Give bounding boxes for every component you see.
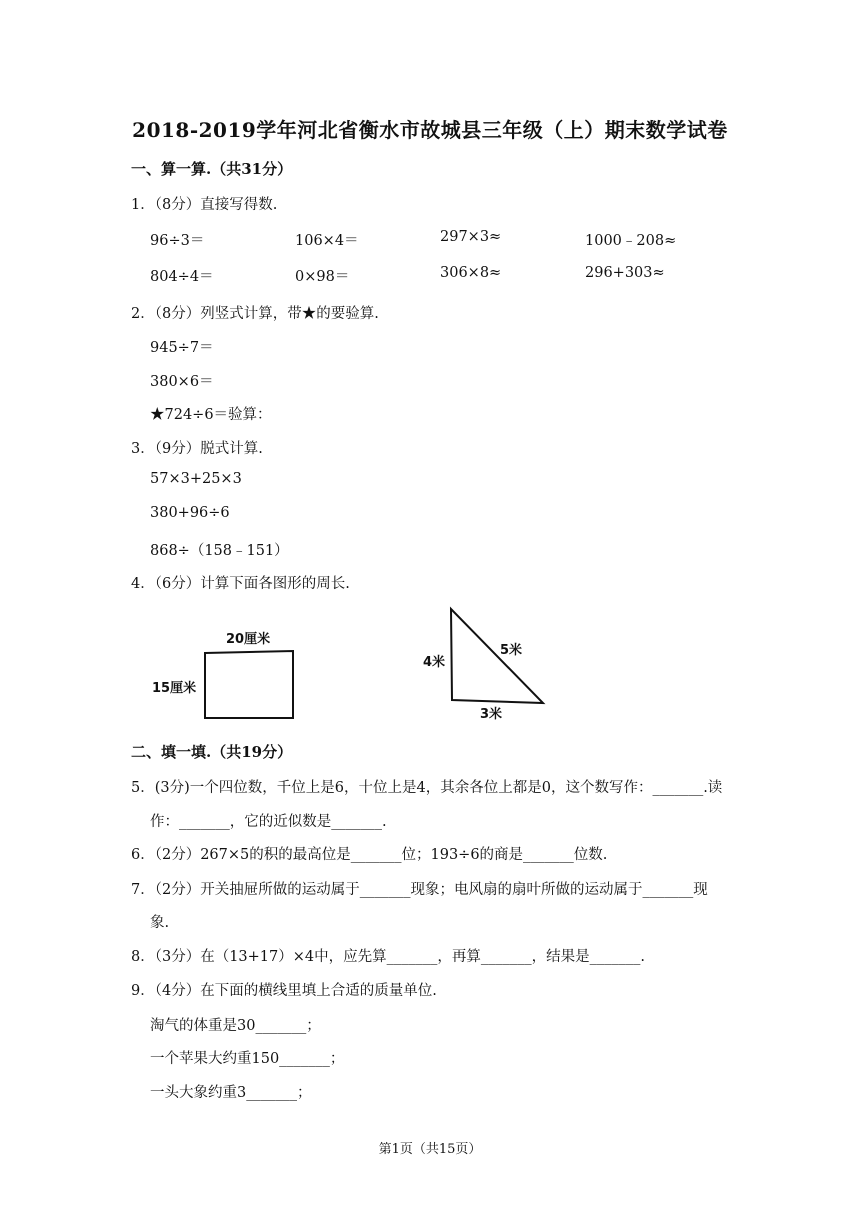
q9-item: 一头大象约重3_______； — [150, 1085, 312, 1101]
triangle-hypotenuse-label: 5米 — [500, 643, 523, 658]
q1-item: 1000﹣208≈ — [585, 233, 677, 249]
question-5-line-2: 作：_______，它的近似数是_______. — [150, 814, 387, 830]
q2-item: 945÷7＝ — [150, 340, 214, 356]
q3-item: 868÷（158﹣151） — [150, 543, 289, 559]
question-9-stem: 9．（4分）在下面的横线里填上合适的质量单位. — [131, 983, 437, 999]
question-4-stem: 4．（6分）计算下面各图形的周长. — [131, 576, 350, 592]
question-6-line-1: 6．（2分）267×5的积的最高位是_______位；193÷6的商是_______位数. — [131, 847, 608, 863]
section-2-heading: 二、填一填.（共19分） — [131, 743, 293, 761]
page-footer: 第1页（共15页） — [378, 1142, 482, 1157]
q9-item: 淘气的体重是30_______； — [150, 1018, 321, 1034]
question-1-stem: 1．（8分）直接写得数. — [131, 197, 278, 213]
exam-title: 2018-2019学年河北省衡水市故城县三年级（上）期末数学试卷 — [132, 118, 728, 142]
section-1-heading: 一、算一算.（共31分） — [131, 160, 293, 178]
triangle-left-label: 4米 — [423, 655, 446, 670]
q1-item: 804÷4＝ — [150, 269, 214, 285]
q3-item: 380+96÷6 — [150, 505, 230, 521]
q9-item: 一个苹果大约重150_______； — [150, 1051, 345, 1067]
question-8-line-1: 8．（3分）在（13+17）×4中，应先算_______，再算_______，结果是_______. — [131, 949, 645, 965]
q1-item: 106×4＝ — [295, 233, 359, 249]
question-2-stem: 2．（8分）列竖式计算，带★的要验算. — [131, 306, 379, 322]
rectangle-top-label: 20厘米 — [226, 632, 271, 647]
question-7-line-1: 7．（2分）开关抽屉所做的运动属于_______现象；电风扇的扇叶所做的运动属于_______现 — [131, 882, 708, 898]
q1-item: 296+303≈ — [585, 265, 665, 281]
q1-item: 96÷3＝ — [150, 233, 205, 249]
q2-item: 380×6＝ — [150, 374, 214, 390]
question-7-line-2: 象. — [150, 915, 170, 931]
q1-item: 0×98＝ — [295, 269, 350, 285]
rectangle-left-label: 15厘米 — [152, 681, 197, 696]
q1-item: 297×3≈ — [440, 229, 502, 245]
question-5-line-1: 5．(3分)一个四位数，千位上是6，十位上是4，其余各位上都是0，这个数写作：_______.读 — [131, 780, 723, 796]
rectangle-figure — [205, 651, 293, 718]
q2-item: ★724÷6＝验算： — [150, 407, 272, 423]
q1-item: 306×8≈ — [440, 265, 502, 281]
triangle-bottom-label: 3米 — [480, 707, 503, 722]
q3-item: 57×3+25×3 — [150, 471, 242, 487]
question-3-stem: 3．（9分）脱式计算. — [131, 441, 263, 457]
triangle-figure — [451, 609, 543, 703]
